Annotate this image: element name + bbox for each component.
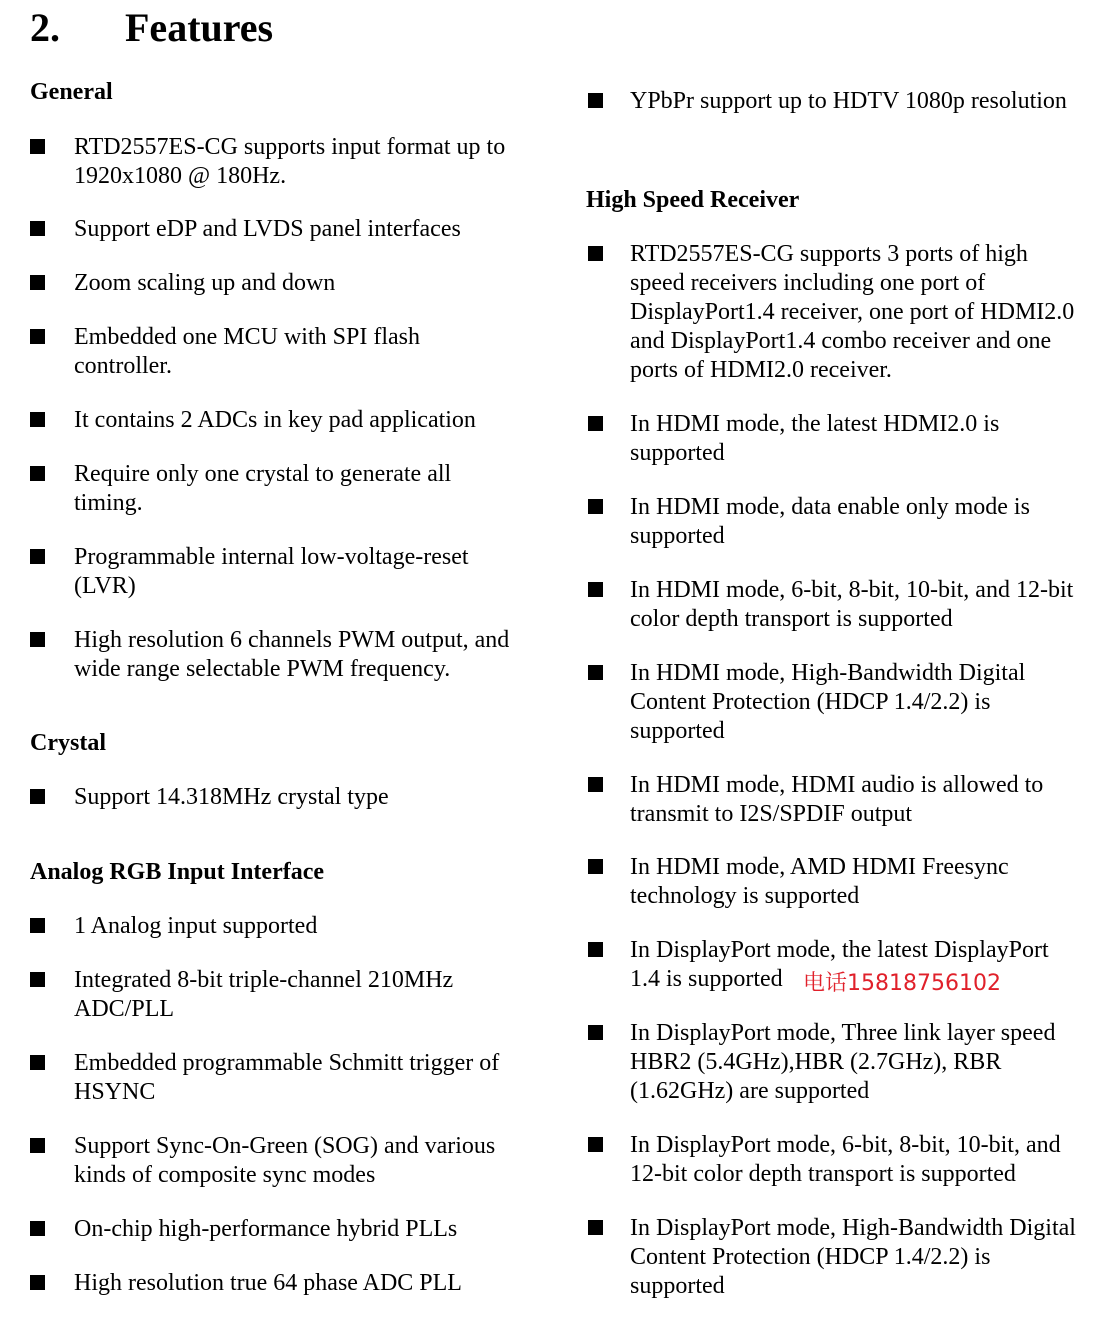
square-bullet-icon [588, 582, 603, 597]
square-bullet-icon [30, 1138, 45, 1153]
section-number: 2. [30, 5, 60, 50]
square-bullet-icon [30, 789, 45, 804]
high-speed-receiver-title: High Speed Receiver [586, 187, 800, 213]
section-heading [30, 4, 273, 52]
square-bullet-icon [588, 246, 603, 261]
square-bullet-icon [588, 859, 603, 874]
square-bullet-icon [588, 777, 603, 792]
analog-rgb-title: Analog RGB Input Interface [30, 859, 325, 885]
phone-watermark: 电话15818756102 [803, 971, 1001, 996]
square-bullet-icon [30, 1221, 45, 1236]
section-title: Features [125, 5, 274, 50]
general-title: General [30, 79, 113, 105]
square-bullet-icon [588, 499, 603, 514]
square-bullet-icon [30, 1275, 45, 1290]
square-bullet-icon [30, 221, 45, 236]
square-bullet-icon [588, 1220, 603, 1235]
square-bullet-icon [588, 665, 603, 680]
square-bullet-icon [30, 972, 45, 987]
square-bullet-icon [588, 942, 603, 957]
square-bullet-icon [588, 1137, 603, 1152]
square-bullet-icon [30, 412, 45, 427]
square-bullet-icon [30, 1055, 45, 1070]
square-bullet-icon [30, 549, 45, 564]
square-bullet-icon [30, 466, 45, 481]
square-bullet-icon [588, 1025, 603, 1040]
square-bullet-icon [588, 416, 603, 431]
square-bullet-icon [30, 918, 45, 933]
square-bullet-icon [588, 93, 603, 108]
square-bullet-icon [30, 632, 45, 647]
square-bullet-icon [30, 139, 45, 154]
crystal-title: Crystal [30, 730, 106, 756]
square-bullet-icon [30, 275, 45, 290]
square-bullet-icon [30, 329, 45, 344]
